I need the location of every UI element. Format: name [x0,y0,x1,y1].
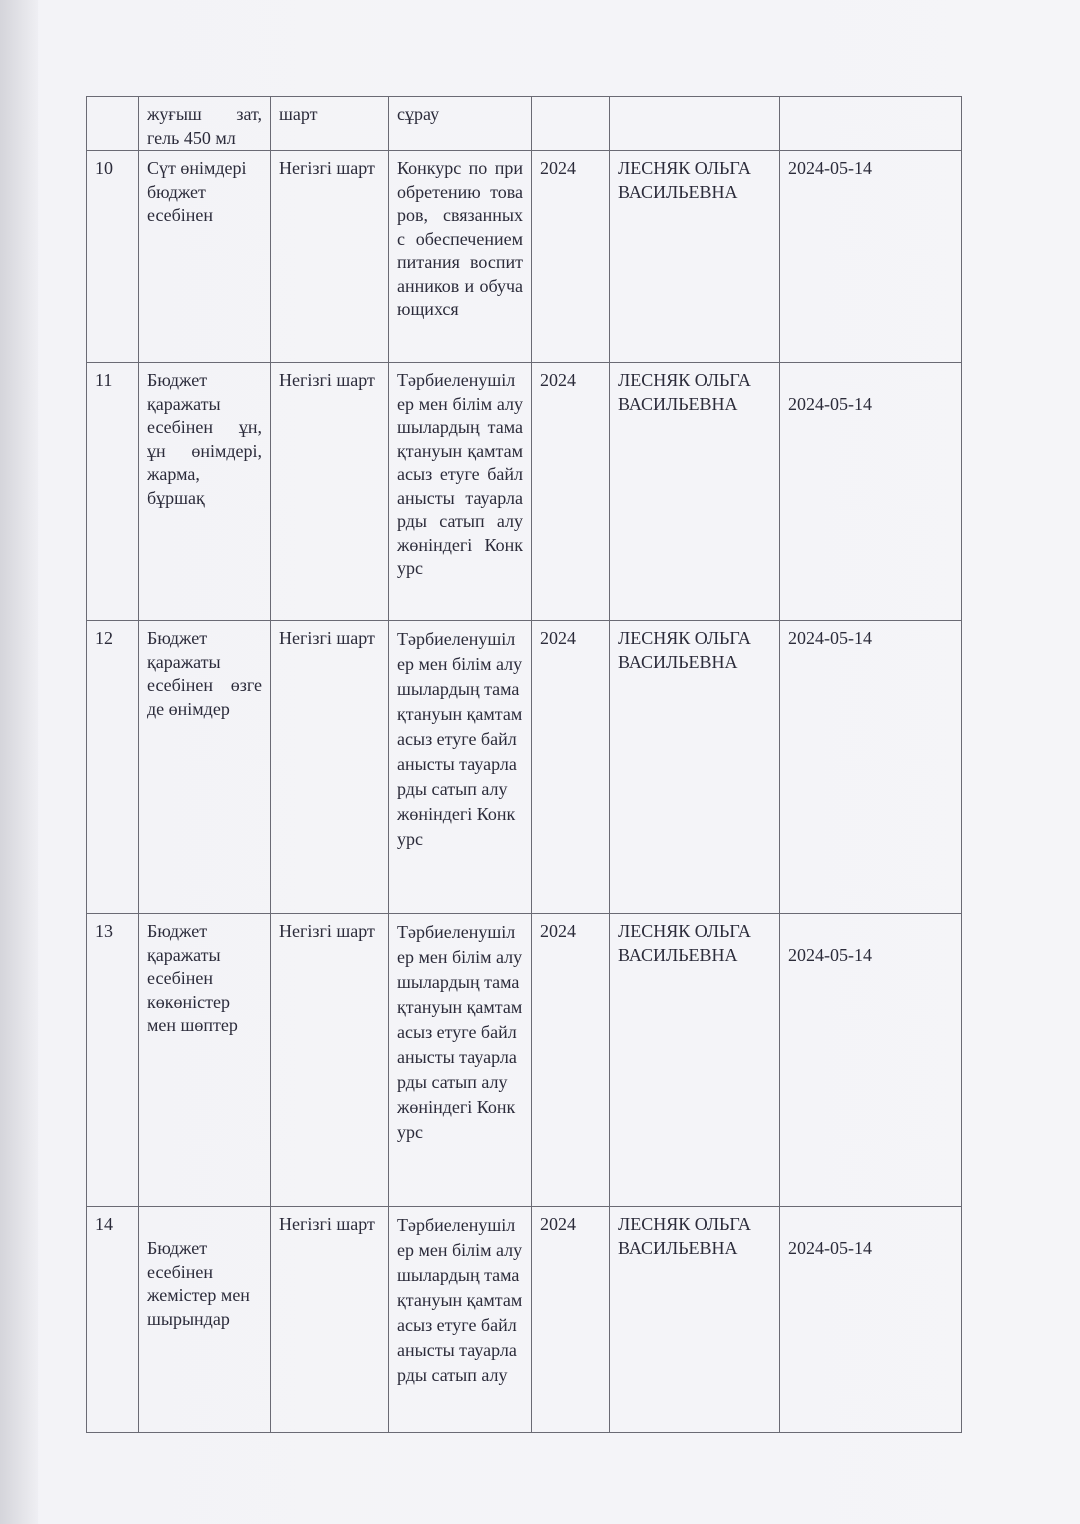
cell-name: Бюджет қаражаты есебінен ұн, ұн өнімдері, жарма, бұршақ [139,363,271,621]
cell-method: Тәрбиеленушілер мен білім алушылардың тамақтануын қамтамасыз етуге байланысты тауарларды сатып алу жөніндегі Конкурс [389,914,532,1207]
cell-method: Тәрбиеленушілер мен білім алушылардың тамақтануын қамтамасыз етуге байланысты тауарларды сатып алу жөніндегі Конкурс [389,363,532,621]
cell-year: 2024 [532,621,610,914]
cell-date: 2024-05-14 [780,621,962,914]
cell-method: Конкурс по приобретению товаров, связанных с обеспечением питания воспитанников и обучающихся [389,151,532,363]
cell-person: ЛЕСНЯК ОЛЬГА ВАСИЛЬЕВНА [610,621,780,914]
table-row [87,914,962,1207]
cell-name: жуғыш зат, гель 450 мл [139,97,271,151]
cell-year: 2024 [532,914,610,1207]
cell-name: Бюджет қаражаты есебінен өзге де өнімдер [139,621,271,914]
cell-num [87,97,139,151]
cell-num: 14 [87,1207,139,1433]
cell-name: Бюджет есебінен жемістер мен шырындар [139,1207,271,1433]
cell-method: Тәрбиеленушілер мен білім алушылардың тамақтануын қамтамасыз етуге байланысты тауарларды сатып алу жөніндегі Конкурс [389,621,532,914]
cell-date: 2024-05-14 [780,151,962,363]
table-row [87,621,962,914]
cell-basis: Негізгі шарт [271,151,389,363]
cell-year: 2024 [532,151,610,363]
cell-basis: Негізгі шарт [271,914,389,1207]
cell-basis: Негізгі шарт [271,621,389,914]
cell-year: 2024 [532,1207,610,1433]
cell-name: Сүт өнімдері бюджет есебінен [139,151,271,363]
cell-num: 12 [87,621,139,914]
cell-name: Бюджет қаражаты есебінен көкөністер мен шөптер [139,914,271,1207]
cell-basis: Негізгі шарт [271,363,389,621]
cell-basis: шарт [271,97,389,151]
cell-num: 13 [87,914,139,1207]
table-row [87,1207,962,1433]
procurement-table [86,96,962,1433]
cell-year: 2024 [532,363,610,621]
cell-method: Тәрбиеленушілер мен білім алушылардың тамақтануын қамтамасыз етуге байланысты тауарларды сатып алу [389,1207,532,1433]
cell-year [532,97,610,151]
cell-person: ЛЕСНЯК ОЛЬГА ВАСИЛЬЕВНА [610,1207,780,1433]
cell-date: 2024-05-14 [780,914,962,1207]
cell-basis: Негізгі шарт [271,1207,389,1433]
cell-person [610,97,780,151]
cell-date: 2024-05-14 [780,1207,962,1433]
cell-method: сұрау [389,97,532,151]
table-row [87,151,962,363]
cell-person: ЛЕСНЯК ОЛЬГА ВАСИЛЬЕВНА [610,151,780,363]
cell-num: 11 [87,363,139,621]
cell-num: 10 [87,151,139,363]
cell-person: ЛЕСНЯК ОЛЬГА ВАСИЛЬЕВНА [610,914,780,1207]
scan-shadow-edge [0,0,38,1524]
table-row [87,97,962,151]
cell-date: 2024-05-14 [780,363,962,621]
cell-person: ЛЕСНЯК ОЛЬГА ВАСИЛЬЕВНА [610,363,780,621]
cell-date [780,97,962,151]
table-row [87,363,962,621]
